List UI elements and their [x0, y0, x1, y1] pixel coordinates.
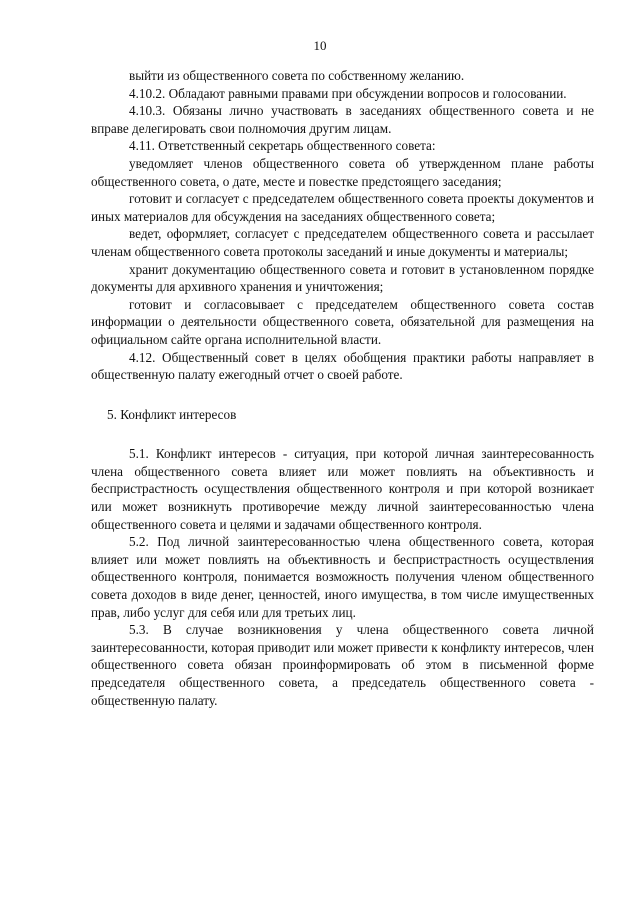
- page-number: 10: [313, 38, 327, 53]
- paragraph: 4.10.2. Обладают равными правами при обсуждении вопросов и голосовании.: [129, 85, 567, 101]
- section-heading: 5. Конфликт интересов: [107, 406, 237, 422]
- paragraph: 5.3. В случае возникновения у члена общественного совета личной заинтересованности, которая приводит или может привести к конфликту интересов, член общественного совета обязан проинформировать об этом в письменной форме председателя общественного совета, а председатель общественного совета - общественную палату.: [91, 622, 594, 708]
- paragraph: выйти из общественного совета по собственному желанию.: [129, 68, 465, 83]
- paragraph: хранит документацию общественного совета и готовит в установленном порядке документы для архивного хранения и уничтожения;: [91, 261, 594, 295]
- paragraph: 4.11. Ответственный секретарь общественного совета:: [129, 138, 436, 154]
- paragraph: 5.1. Конфликт интересов - ситуация, при которой личная заинтересованность члена общественного совета влияет или может повлиять на объективность и беспристрастность осуществления общественного контроля и при которой возникает или может возникнуть противоречие между личной заинтересованностью члена общественного совета и целями и задачами общественного контроля.: [91, 446, 594, 532]
- paragraph: уведомляет членов общественного совета об утвержденном плане работы общественного совета, о дате, месте и повестке предстоящего заседания;: [91, 155, 594, 189]
- paragraph: готовит и согласовывает с председателем общественного совета состав информации о деятельности общественного совета, обязательной для размещения на официальном сайте органа исполнительной власти.: [91, 296, 594, 347]
- paragraph: 4.12. Общественный совет в целях обобщения практики работы направляет в общественную палату ежегодный отчет о своей работе.: [91, 349, 594, 383]
- section-5: [91, 445, 594, 709]
- paragraph: 5.2. Под личной заинтересованностью члена общественного совета, которая влияет или может повлиять на объективность и беспристрастность осуществления общественного контроля, понимается возможность получения членом общественного совета доходов в виде денег, ценностей, иного имущества, в том числе имущественных прав, либо услуг для себя или для третьих лиц.: [91, 534, 594, 620]
- paragraph: 4.10.3. Обязаны лично участвовать в заседаниях общественного совета и не вправе делегировать свои полномочия другим лицам.: [91, 103, 594, 136]
- paragraph: ведет, оформляет, согласует с председателем общественного совета и рассылает членам общественного совета протоколы заседаний и иные документы и материалы;: [91, 226, 594, 259]
- document-body: [91, 67, 594, 709]
- paragraph: готовит и согласует с председателем общественного совета проекты документов и иных материалов для обсуждения на заседаниях общественного совета;: [91, 191, 594, 224]
